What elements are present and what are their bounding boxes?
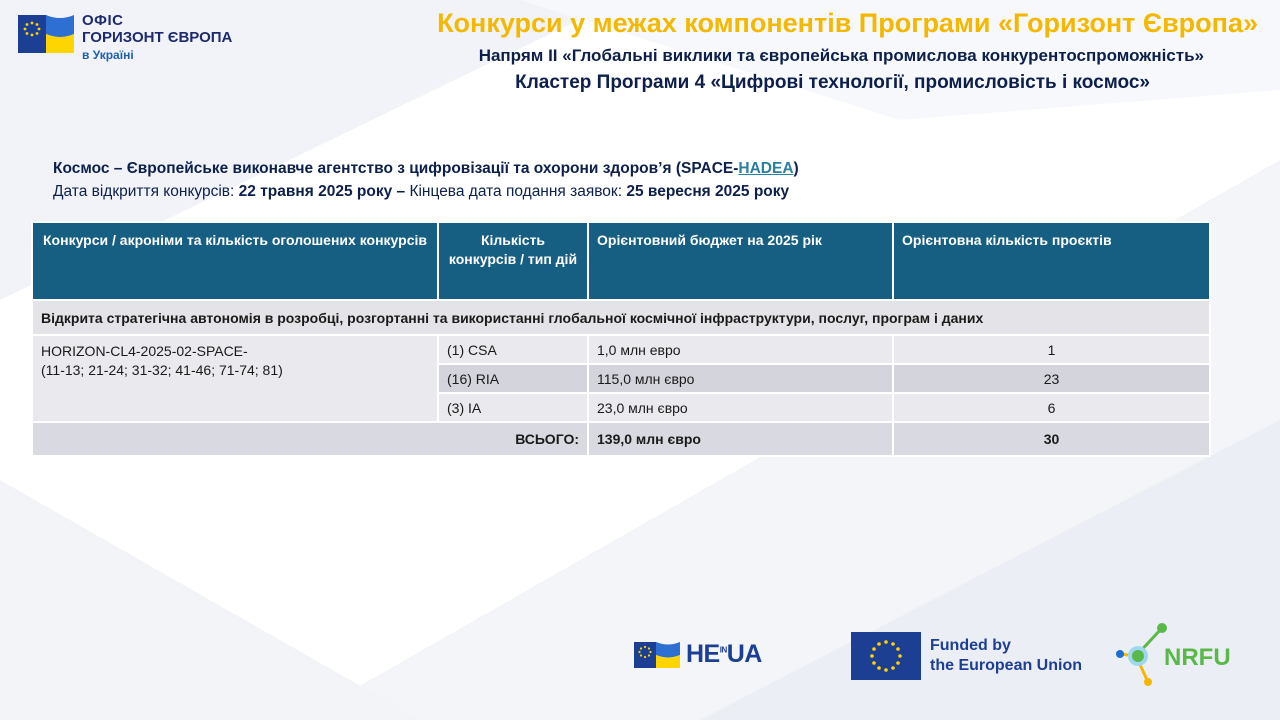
action-type-cell: (16) RIA — [438, 364, 588, 393]
projects-cell: 6 — [893, 393, 1210, 422]
page-subtitle-cluster: Кластер Програми 4 «Цифрові технології, промисловість і космос» — [515, 72, 1150, 93]
agency-text: Космос – Європейське виконавче агентство з цифровізації та охорони здоров’я (SPACE- — [53, 160, 739, 177]
total-projects: 30 — [893, 422, 1210, 456]
hadea-link[interactable]: HADEA — [738, 160, 794, 177]
header-budget: Орієнтовний бюджет на 2025 рік — [588, 222, 893, 300]
action-type-cell: (3) IA — [438, 393, 588, 422]
table-row — [32, 335, 1210, 364]
heinua-logo — [634, 640, 794, 670]
heinua-text-ua: UA — [726, 640, 762, 668]
ukraine-eu-flag-icon — [634, 642, 680, 668]
table-header-row — [32, 222, 1210, 300]
dates-line — [53, 183, 789, 201]
call-code-line-1: HORIZON-CL4-2025-02-SPACE- — [41, 343, 248, 359]
header-action-type: Кількість конкурсів / тип дій — [438, 222, 588, 300]
action-type-cell: (1) CSA — [438, 335, 588, 364]
open-date-label: Дата відкриття конкурсів: — [53, 183, 239, 200]
eu-funded-line-1: Funded by — [930, 637, 1011, 654]
agency-suffix: ) — [793, 160, 799, 177]
deadline-label: Кінцева дата подання заявок: — [409, 183, 627, 200]
logo-line-2: ГОРИЗОНТ ЄВРОПА — [82, 29, 233, 46]
logo-line-3: в Україні — [82, 48, 134, 62]
total-row — [32, 422, 1210, 456]
budget-cell: 23,0 млн євро — [588, 393, 893, 422]
call-code-cell — [32, 335, 438, 422]
nrfu-logo — [1116, 620, 1246, 688]
nrfu-text: NRFU — [1164, 644, 1231, 671]
budget-cell: 1,0 млн евро — [588, 335, 893, 364]
office-logo — [18, 12, 258, 68]
ukraine-eu-flag-icon — [18, 15, 74, 53]
budget-cell: 115,0 млн євро — [588, 364, 893, 393]
agency-line — [53, 160, 799, 178]
header-calls: Конкурси / акроніми та кількість оголошених конкурсів — [32, 222, 438, 300]
page-title: Конкурси у межах компонентів Програми «Горизонт Європа» — [437, 8, 1258, 38]
section-row — [32, 300, 1210, 335]
total-budget: 139,0 млн євро — [588, 422, 893, 456]
eu-funded-logo — [851, 632, 1091, 680]
deadline-date: 25 вересня 2025 року — [626, 183, 790, 200]
heinua-text-in: IN — [719, 645, 727, 655]
eu-funded-line-2: the European Union — [930, 657, 1082, 674]
total-label: ВСЬОГО: — [32, 422, 588, 456]
heinua-text — [686, 640, 762, 669]
section-title: Відкрита стратегічна автономія в розробці, розгортанні та використанні глобальної космічної інфраструктури, послуг, програм і даних — [32, 300, 1210, 335]
open-date: 22 травня 2025 року – — [238, 183, 410, 200]
projects-cell: 23 — [893, 364, 1210, 393]
eu-flag-icon — [851, 632, 921, 680]
projects-cell: 1 — [893, 335, 1210, 364]
logo-line-1: ОФІС — [82, 12, 124, 29]
call-code-line-2: (11-13; 21-24; 31-32; 41-46; 71-74; 81) — [41, 362, 283, 378]
heinua-text-he: HE — [686, 640, 720, 668]
calls-table — [31, 221, 1211, 457]
header-projects: Орієнтовна кількість проєктів — [893, 222, 1210, 300]
page-subtitle-direction: Напрям II «Глобальні виклики та європейська промислова конкурентоспроможність» — [478, 46, 1204, 65]
